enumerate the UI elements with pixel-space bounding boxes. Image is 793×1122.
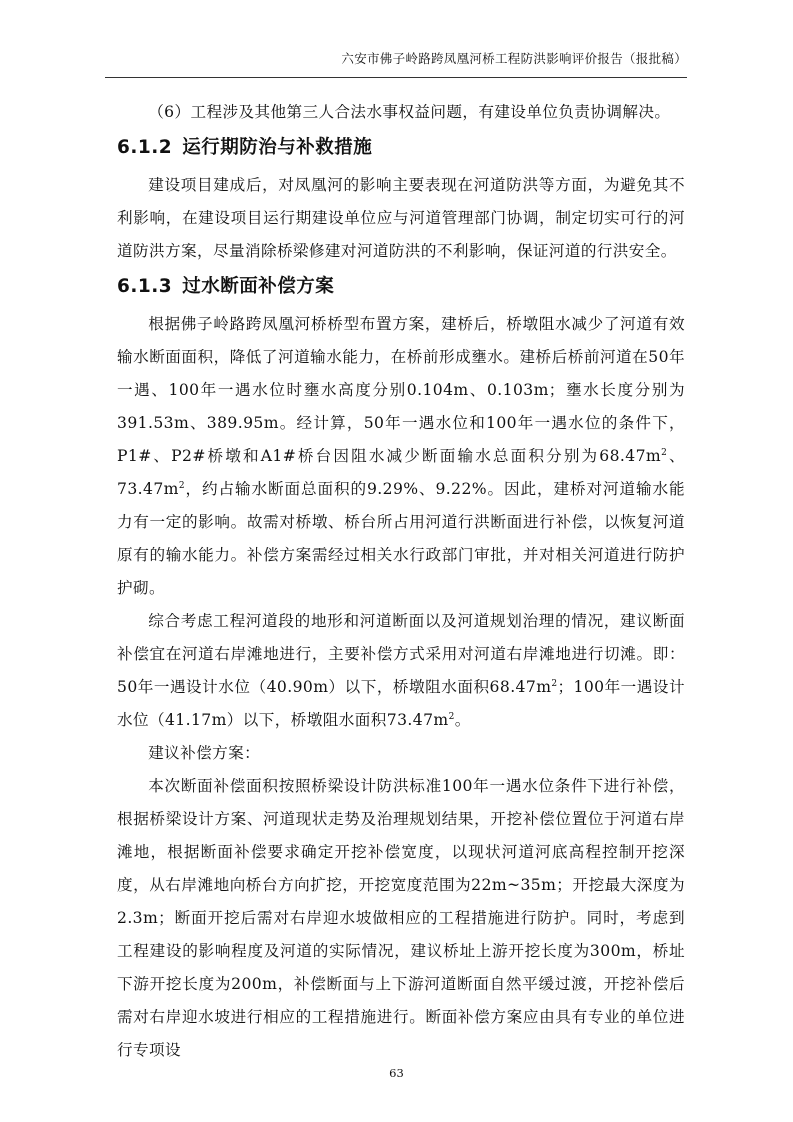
- superscript: 2: [448, 711, 455, 722]
- superscript: 2: [178, 480, 185, 491]
- text-run: 根据佛子岭路跨凤凰河桥桥型布置方案，建桥后，桥墩阻水减少了河道有效输水断面面积，降低了河道输水能力，在桥前形成壅水。建桥后桥前河道在50年一遇、100年一遇水位时壅水高度分别0.104m、0.103m；壅水长度分别为391.53m、389.95m。经计算，50年一遇水位和100年一遇水位的条件下，P1#、P2#桥墩和A1#桥台因阻水减少断面输水总面积分别为68.47m: [117, 315, 685, 465]
- section-title: 过水断面补偿方案: [182, 276, 335, 297]
- paragraph-compensation-location: [117, 605, 685, 737]
- section-number: 6.1.3: [117, 276, 173, 297]
- text-run: ，约占输水断面总面积的9.29%、9.22%。因此，建桥对河道输水能力有一定的影响。故需对桥墩、桥台所占用河道行洪断面进行补偿，以恢复河道原有的输水能力。补偿方案需经过相关水行政部门审批，并对相关河道进行防护护砌。: [117, 480, 685, 597]
- section-heading-6-1-2: [117, 129, 685, 167]
- page-content: [117, 96, 685, 1067]
- section-number: 6.1.2: [117, 137, 173, 158]
- paragraph-compensation-analysis: [117, 308, 685, 605]
- superscript: 2: [551, 678, 558, 689]
- paragraph-operation-measures: 建设项目建成后，对凤凰河的影响主要表现在河道防洪等方面，为避免其不利影响，在建设项目运行期建设单位应与河道管理部门协调，制定切实可行的河道防洪方案，尽量消除桥梁修建对河道防洪的不利影响，保证河道的行洪安全。: [117, 176, 685, 260]
- superscript: 2: [661, 447, 668, 458]
- text-run: ；100年一遇设计水位（41.17m）以下，桥墩阻水面积73.47m: [117, 678, 685, 729]
- paragraph-item-6: （6）工程涉及其他第三人合法水事权益问题，有建设单位负责协调解决。: [148, 103, 671, 121]
- text-run: 、73.47m: [117, 447, 685, 498]
- section-title: 运行期防治与补救措施: [182, 137, 373, 158]
- header-title: 六安市佛子岭路跨凤凰河桥工程防洪影响评价报告（报批稿）: [341, 51, 687, 66]
- page-number: 63: [389, 1066, 404, 1080]
- page-header: [105, 51, 687, 78]
- paragraph-compensation-plan: 本次断面补偿面积按照桥梁设计防洪标准100年一遇水位条件下进行补偿，根据桥梁设计方案、河道现状走势及治理规划结果，开挖补偿位置位于河道右岸滩地，根据断面补偿要求确定开挖补偿宽度，以现状河道河底高程控制开挖深度，从右岸滩地向桥台方向扩挖，开挖宽度范围为22m~35m；开挖最大深度为2.3m；断面开挖后需对右岸迎水坡做相应的工程措施进行防护。同时，考虑到工程建设的影响程度及河道的实际情况，建议桥址上游开挖长度为300m，桥址下游开挖长度为200m，补偿断面与上下游河道断面自然平缓过渡，开挖补偿后需对右岸迎水坡进行相应的工程措施进行。断面补偿方案应由具有专业的单位进行专项设: [117, 777, 685, 1059]
- text-run: 综合考虑工程河道段的地形和河道断面以及河道规划治理的情况，建议断面补偿宜在河道右岸滩地进行，主要补偿方式采用对河道右岸滩地进行切滩。即：50年一遇设计水位（40.90m）以下，桥墩阻水面积68.47m: [117, 612, 685, 696]
- section-heading-6-1-3: [117, 268, 685, 306]
- text-run: 。: [454, 711, 471, 729]
- paragraph-suggestion-label: 建议补偿方案：: [148, 744, 261, 762]
